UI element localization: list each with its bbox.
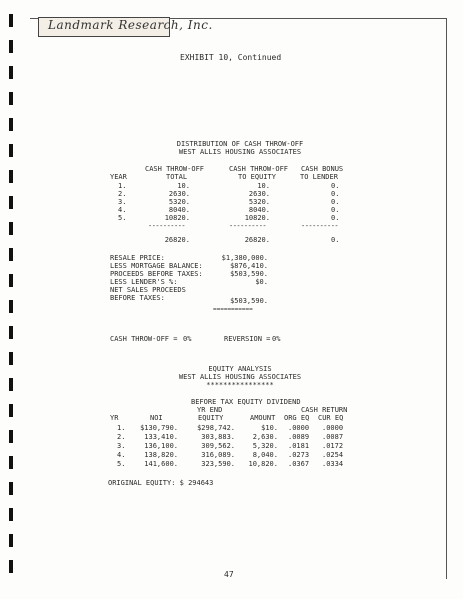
original-equity: ORIGINAL EQUITY: $ 294643 (108, 479, 214, 487)
cto-lender-sum: 0. (331, 236, 340, 244)
eq-header-noi: NOI (150, 414, 163, 422)
equity-subtitle: WEST ALLIS HOUSING ASSOCIATES (178, 373, 302, 381)
binder-mark (9, 144, 13, 157)
cto-separator: ---------- (229, 222, 267, 230)
eq-header-cash-return: CASH RETURN (301, 406, 348, 414)
eq-cur: .0254 (322, 451, 344, 459)
eq-org: .0089 (288, 433, 310, 441)
eq-equity: 323,590. (201, 460, 235, 468)
binder-mark (9, 352, 13, 365)
cto-equity: 10820. (244, 214, 270, 222)
eq-header-end-1: YR END (197, 406, 223, 414)
equity-stars: **************** (206, 381, 274, 389)
eq-noi: 138,820. (144, 451, 178, 459)
cto-year: 3. (118, 198, 127, 206)
reversion-value: 0% (272, 335, 281, 343)
sale-value: $503,590. (230, 270, 268, 278)
eq-noi: $130,790. (140, 424, 178, 432)
equity-title: EQUITY ANALYSIS (208, 365, 272, 373)
binder-mark (9, 456, 13, 469)
binder-mark (9, 482, 13, 495)
sale-value: $0. (255, 278, 268, 286)
cto-header-total-2: TOTAL (166, 173, 188, 181)
eq-org: .0000 (288, 424, 310, 432)
cto-total: 8040. (168, 206, 190, 214)
binder-mark (9, 40, 13, 53)
cto-lender: 0. (331, 214, 340, 222)
exhibit-title: EXHIBIT 10, Continued (180, 53, 282, 62)
cto-lender: 0. (331, 190, 340, 198)
cash-throw-off-label: CASH THROW-OFF = (110, 335, 178, 343)
binder-mark (9, 170, 13, 183)
dividend-title: BEFORE TAX EQUITY DIVIDEND (191, 398, 301, 406)
eq-yr: 1. (117, 424, 126, 432)
binder-mark (9, 326, 13, 339)
binder-mark (9, 274, 13, 287)
cto-year: 1. (118, 182, 127, 190)
cto-subtitle: WEST ALLIS HOUSING ASSOCIATES (178, 148, 302, 156)
eq-header-cur: CUR EQ (318, 414, 344, 422)
binder-mark (9, 222, 13, 235)
cto-lender: 0. (331, 206, 340, 214)
cto-header-lender-2: TO LENDER (300, 173, 338, 181)
sale-label: LESS MORTGAGE BALANCE: (110, 262, 203, 270)
eq-header-yr: YR (110, 414, 119, 422)
eq-yr: 3. (117, 442, 126, 450)
binder-mark (9, 118, 13, 131)
eq-cur: .0172 (322, 442, 344, 450)
eq-amount: $10. (261, 424, 278, 432)
cto-total: 2630. (168, 190, 190, 198)
sale-label: LESS LENDER'S %: (110, 278, 178, 286)
binder-mark (9, 248, 13, 261)
cto-title: DISTRIBUTION OF CASH THROW-OFF (176, 140, 304, 148)
eq-header-amount: AMOUNT (250, 414, 276, 422)
cash-throw-off-value: 0% (183, 335, 192, 343)
binder-mark (9, 430, 13, 443)
eq-noi: 133,410. (144, 433, 178, 441)
cto-equity: 8040. (248, 206, 270, 214)
cto-header-year: YEAR (110, 173, 127, 181)
cto-header-lender-1: CASH BONUS (301, 165, 344, 173)
eq-yr: 5. (117, 460, 126, 468)
binder-mark (9, 300, 13, 313)
eq-equity: 309,562. (201, 442, 235, 450)
eq-equity: 303,883. (201, 433, 235, 441)
page-number: 47 (224, 570, 234, 579)
eq-org: .0273 (288, 451, 310, 459)
binder-mark (9, 404, 13, 417)
cto-separator: ---------- (148, 222, 186, 230)
cto-total-sum: 26820. (164, 236, 190, 244)
binder-mark (9, 534, 13, 547)
cto-lender: 0. (331, 198, 340, 206)
eq-org: .0181 (288, 442, 310, 450)
cto-lender: 0. (331, 182, 340, 190)
cto-separator: ---------- (301, 222, 339, 230)
binder-mark (9, 92, 13, 105)
cto-header-total-1: CASH THROW-OFF (145, 165, 205, 173)
cto-equity: 10. (257, 182, 270, 190)
sale-value: $876,410. (230, 262, 268, 270)
sale-value: $503,590. (230, 297, 268, 305)
binder-mark (9, 560, 13, 573)
eq-equity: $298,742. (197, 424, 235, 432)
eq-header-org: ORG EQ (284, 414, 310, 422)
eq-cur: .0000 (322, 424, 344, 432)
eq-equity: 316,089. (201, 451, 235, 459)
reversion-label: REVERSION = (224, 335, 271, 343)
cto-header-equity-2: TO EQUITY (238, 173, 276, 181)
binder-mark (9, 508, 13, 521)
eq-noi: 136,100. (144, 442, 178, 450)
cto-year: 5. (118, 214, 127, 222)
eq-header-end-2: EQUITY (198, 414, 224, 422)
eq-yr: 4. (117, 451, 126, 459)
binder-mark (9, 196, 13, 209)
cto-equity: 2630. (248, 190, 270, 198)
sale-label: RESALE PRICE: (110, 254, 165, 262)
cto-equity-sum: 26820. (244, 236, 270, 244)
cto-year: 4. (118, 206, 127, 214)
company-logo: Landmark Research, Inc. (48, 18, 213, 32)
eq-noi: 141,600. (144, 460, 178, 468)
sale-label: PROCEEDS BEFORE TAXES: (110, 270, 203, 278)
eq-amount: 2,630. (252, 433, 278, 441)
sale-value: $1,380,000. (221, 254, 268, 262)
binder-mark (9, 378, 13, 391)
cto-total: 5320. (168, 198, 190, 206)
eq-yr: 2. (117, 433, 126, 441)
eq-org: .0367 (288, 460, 310, 468)
sale-double-rule: =========== (213, 306, 253, 313)
binder-mark (9, 66, 13, 79)
eq-amount: 5,320. (252, 442, 278, 450)
cto-year: 2. (118, 190, 127, 198)
eq-amount: 10,820. (248, 460, 278, 468)
cto-total: 10. (177, 182, 190, 190)
cto-header-equity-1: CASH THROW-OFF (229, 165, 289, 173)
sale-label: NET SALES PROCEEDS (110, 286, 186, 294)
cto-total: 10820. (164, 214, 190, 222)
eq-cur: .0087 (322, 433, 344, 441)
cto-equity: 5320. (248, 198, 270, 206)
eq-amount: 8,040. (252, 451, 278, 459)
binder-mark (9, 14, 13, 27)
eq-cur: .0334 (322, 460, 344, 468)
sale-label: BEFORE TAXES: (110, 294, 165, 302)
